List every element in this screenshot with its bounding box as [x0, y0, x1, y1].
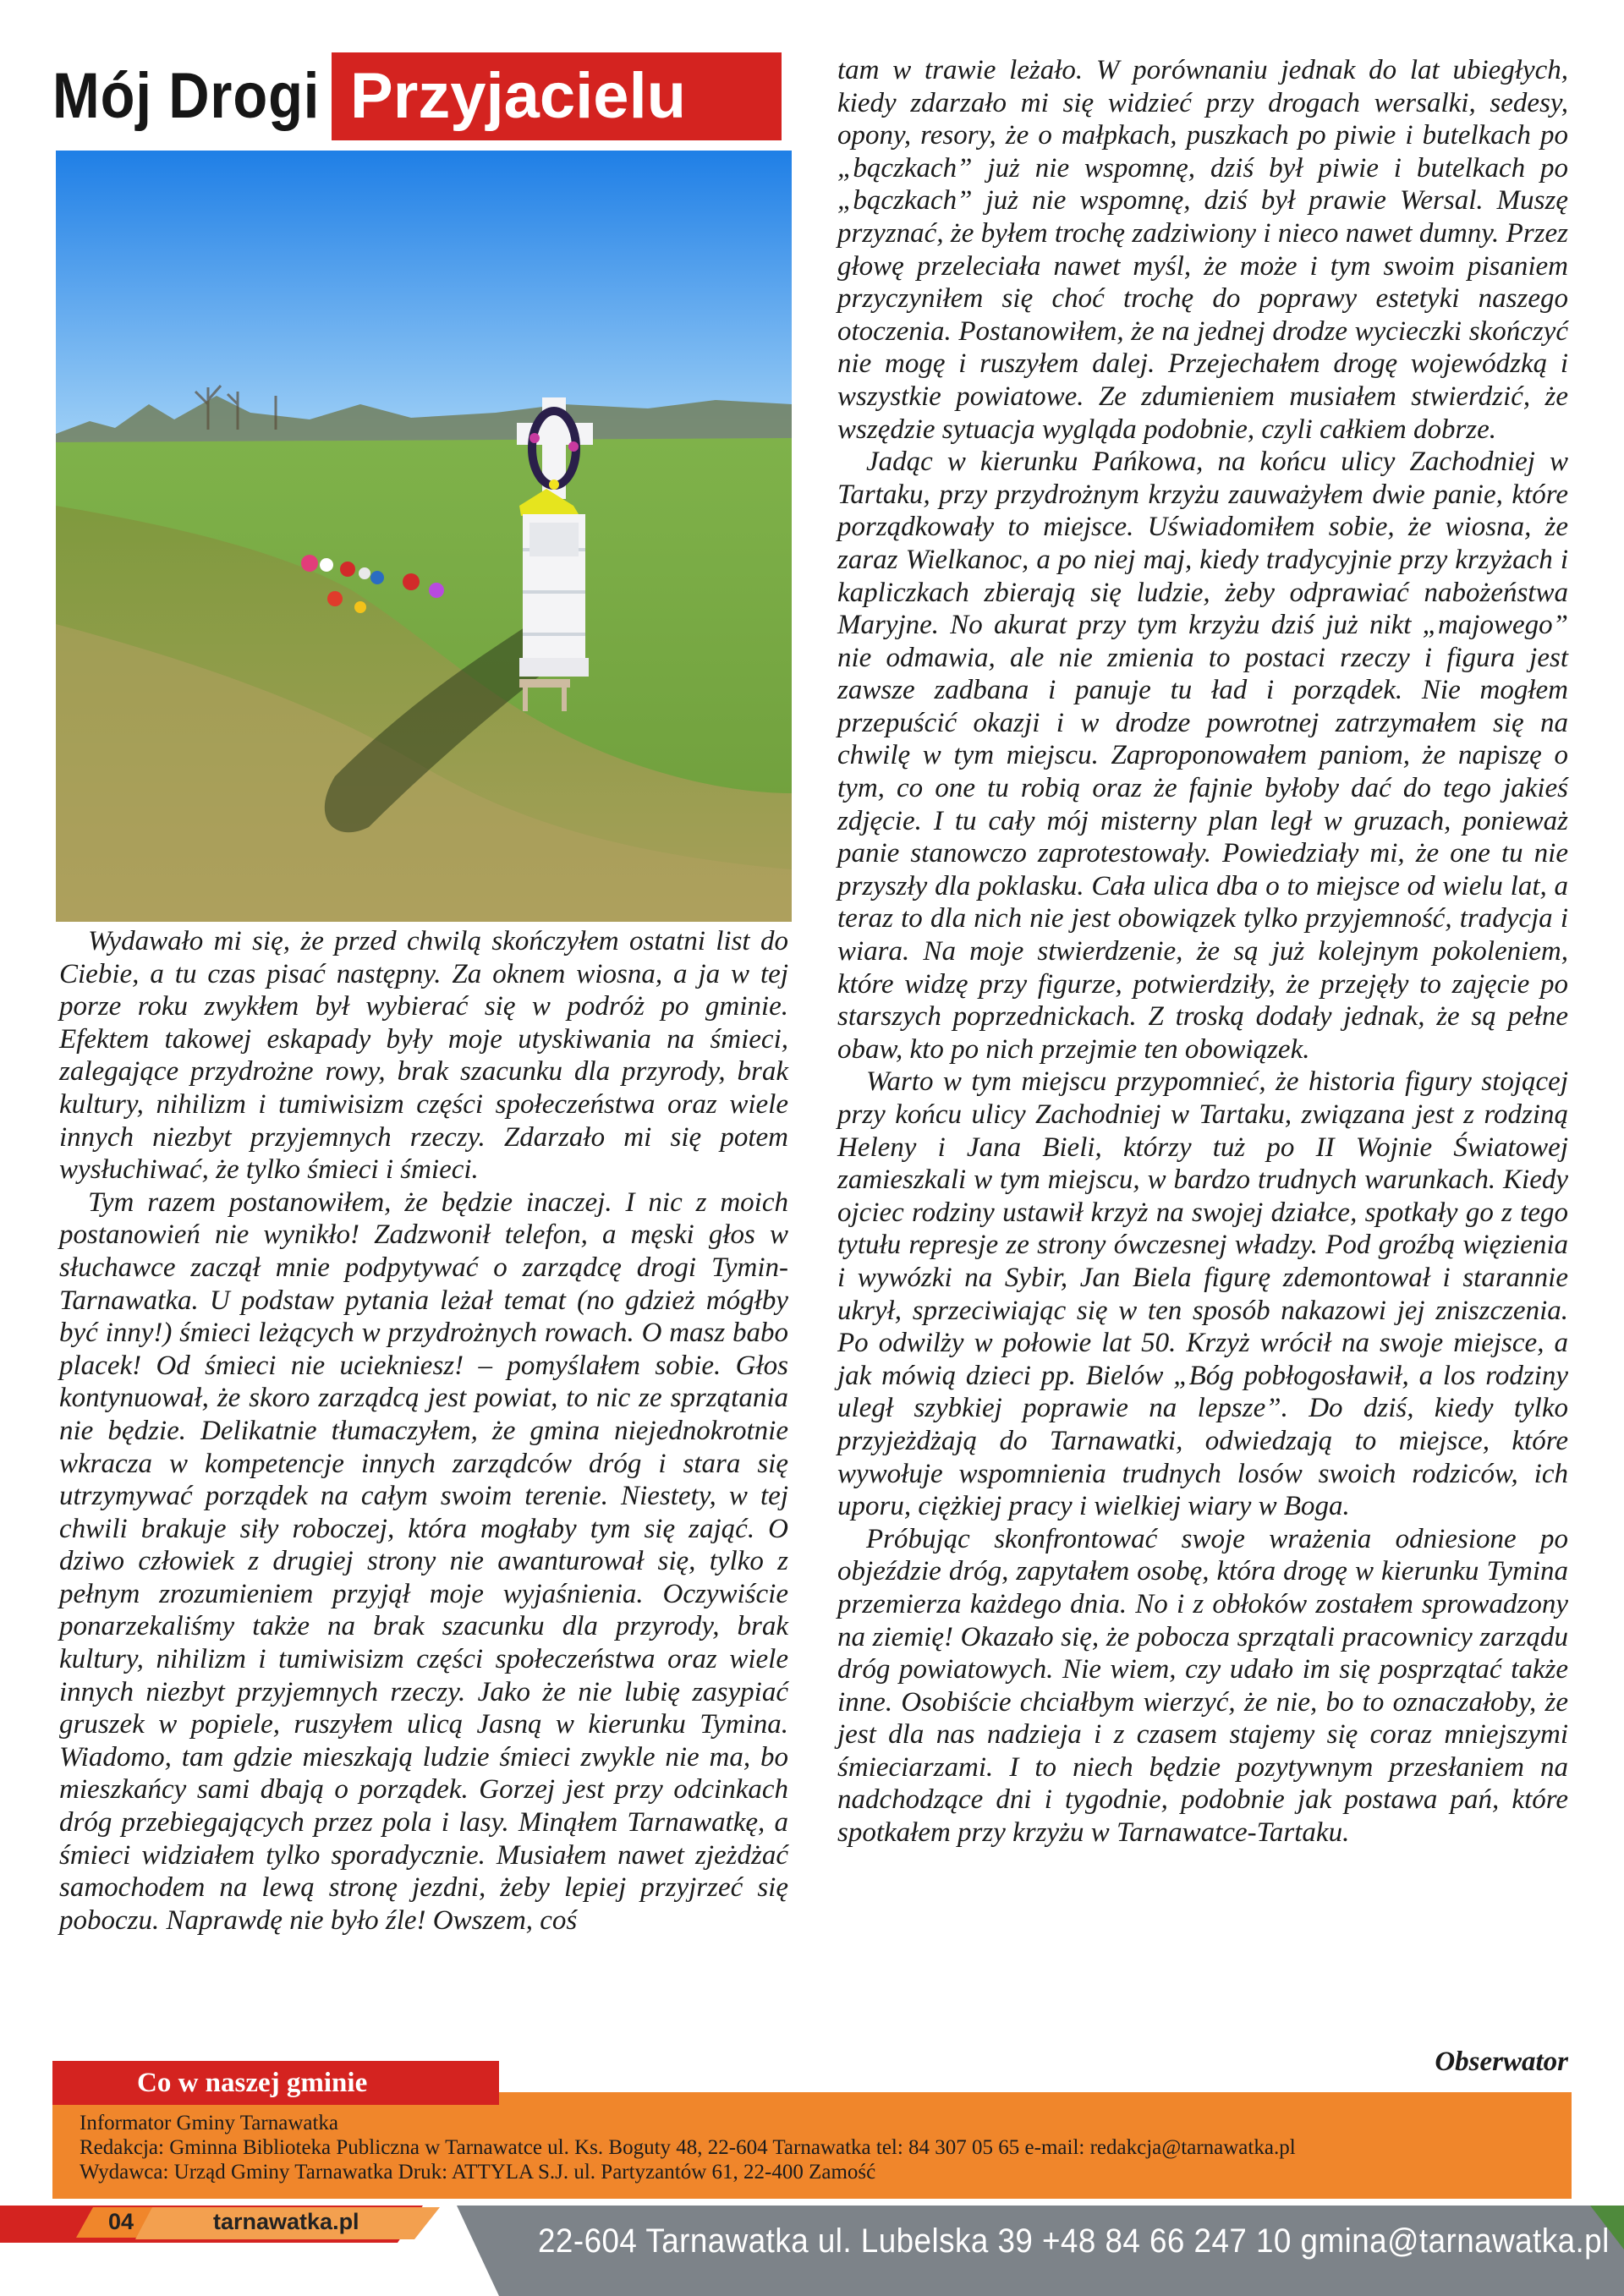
info-line-editorial: Redakcja: Gminna Biblioteka Publiczna w Tarnawatce ul. Ks. Boguty 48, 22-604 Tarnawatka tel: 84 307 05 65 e-mail: redakcja@tarnawatka.pl	[80, 2136, 1296, 2159]
publisher-info-box	[52, 2092, 1572, 2204]
paragraph: Próbując skonfrontować swoje wrażenia odniesione po objeździe dróg, zapytałem osobę, która drogę w kierunku Tymina przemierza każdego dnia. No i z obłoków zostałem sprowadzony na ziemię! Okazało się, że pobocza sprzątali pracownicy zarządu dróg powiatowych. Nie wiem, czy udało im się posprzątać także inne. Osobiście chciałbym wierzyć, że nie, bo to oznaczałoby, że jest dla nas nadzieja i z czasem stajemy się coraz mniejszymi śmieciarzami. I to niech będzie pozytywnym przesłaniem na nadchodzące dni i tygodnie, podobnie jak postawa pań, które spotkałem przy krzyżu w Tarnawatce-Tartaku.	[837, 1523, 1568, 1849]
footer-contact: 22-604 Tarnawatka ul. Lubelska 39 +48 84 66 247 10 gmina@tarnawatka.pl	[538, 2222, 1610, 2260]
paragraph: Wydawało mi się, że przed chwilą skończyłem ostatni list do Ciebie, a tu czas pisać następny. Za oknem wiosna, a ja w tej porze roku zwykłem był wybierać się w podróż po gminie. Efektem takowej eskapady były moje utyskiwania na śmieci, zalegające przydrożne rowy, brak szacunku dla przyrody, brak kultury, nihilizm i tumiwisizm części społeczeństwa oraz wiele innych niezbyt przyjemnych rzeczy. Zdarzało mi się potem wysłuchiwać, że tylko śmieci i śmieci.	[59, 926, 788, 1186]
paragraph: Warto w tym miejscu przypomnieć, że historia figury stojącej przy końcu ulicy Zachodniej w Tartaku, związana jest z rodziną Heleny i Jana Bieli, którzy tuż po II Wojnie Światowej zamieszkali w tym miejscu, w bardzo trudnych warunkach. Kiedy ojciec rodziny ustawił krzyż na swojej działce, spotkały go z tego tytułu represje ze strony ówczesnej władzy. Pod groźbą więzienia i wywózki na Sybir, Jan Biela figurę zdemontował i starannie ukrył, sprzeciwiając się w ten sposób nakazowi jej zniszczenia. Po odwilży w połowie lat 50. Krzyż wrócił na swoje miejsce, a jak mówią dzieci pp. Bielów „Bóg pobłogosławił, a los rodziny uległ szybkiej poprawie na lepsze”. Do dziś, kiedy tylko przyjeżdżają do Tarnawatki, odwiedzają to miejsce, które wywołuje wspomnienia trudnych losów swoich rodziców, ich uporu, ciężkiej pracy i wielkiej wiary w Boga.	[837, 1066, 1568, 1522]
article-title	[52, 52, 782, 140]
title-part-2: Przyjacielu	[332, 52, 782, 140]
article-text-left-column	[59, 925, 788, 1937]
paragraph: tam w trawie leżało. W porównaniu jednak do lat ubiegłych, kiedy zdarzało mi się widzieć przy drogach wersalki, sedesy, opony, resory, że o małpkach, puszkach po piwie i butelkach po „bączkach” już nie wspomnę, dziś był piwie i butelkach po „bączkach” już nie wspomnę, dziś był prawie Wersal. Muszę przyznać, że byłem trochę zadziwiony i nieco nawet dumny. Przez głowę przeleciała nawet myśl, że może i tym swoim pisaniem przyczyniłem się choć trochę do poprawy estetyki naszego otoczenia. Postanowiłem, że na jednej drodze wycieczki skończyć nie mogę i ruszyłem dalej. Przejechałem drogę wojewódzką i wszystkie powiatowe. Ze zdumieniem musiałem stwierdzić, że wszędzie sytuacja wygląda podobnie, czyli całkiem dobrze.	[837, 55, 1568, 445]
section-label: Co w naszej gminie	[52, 2061, 499, 2105]
paragraph: Tym razem postanowiłem, że będzie inaczej. I nic z moich postanowień nie wynikło! Zadzwonił telefon, a męski głos w słuchawce zaczął mnie podpytywać o zarządcę drogi Tymin-Tarnawatka. U podstaw pytania leżał temat (no gdzież mógłby być inny!) śmieci leżących w przydrożnych rowach. O masz babo placek! Od śmieci nie uciekniesz! – pomyślałem sobie. Głos kontynuował, że skoro zarządcą jest powiat, to nic ze sprzątania nie będzie. Delikatnie tłumaczyłem, że gmina niejednokrotnie wkracza w kompetencje innych zarządców dróg i stara się utrzymywać porządek na całym swoim terenie. Niestety, w tej chwili brakuje siły roboczej, która mogłaby tym się zająć. O dziwo człowiek z drugiej strony nie awanturował się, tylko z pełnym zrozumieniem przyjął moje wyjaśnienia. Oczywiście ponarzekaliśmy także na brak szacunku dla przyrody, brak kultury, nihilizm i tumiwisizm części społeczeństwa oraz wiele innych niezbyt przyjemnych rzeczy. Jako że nie lubię zasypiać gruszek w popiele, ruszyłem ulicą Jasną w kierunku Tymina. Wiadomo, tam gdzie mieszkają ludzie śmieci zwykle nie ma, bo mieszkańcy sami dbają o porządek. Gorzej jest przy odcinkach dróg przebiegających przez pola i lasy. Minąłem Tarnawatkę, a śmieci widziałem tylko sporadycznie. Musiałem nawet zjeżdżać samochodem na lewą stronę jezdni, żeby lepiej przyjrzeć się poboczu. Naprawdę nie było źle! Owszem, coś	[59, 1186, 788, 1936]
paragraph: Jadąc w kierunku Pańkowa, na końcu ulicy Zachodniej w Tartaku, przy przydrożnym krzyżu zauważyłem dwie panie, które porządkowały to miejsce. Uświadomiłem sobie, że wiosna, że zaraz Wielkanoc, a po niej maj, kiedy tradycyjnie przy krzyżach i kapliczkach zbierają się ludzie, żeby odprawiać nabożeństwa Maryjne. No akurat przy tym krzyżu dziś już nikt „majowego” nie odmawia, ale nie zmienia to postaci rzeczy i figura jest zawsze zadbana i panuje tu ład i porządek. Nie mogłem przepuścić okazji i w drodze powrotnej zatrzymałem się na chwilę w tym miejscu. Zaproponowałem paniom, że napiszę o tym, co one tu robią oraz że fajnie byłoby dać do tego jakieś zdjęcie. I tu cały mój misterny plan legł w gruzach, ponieważ panie stanowczo zaprotestowały. Powiedziały mi, że one tu nie przyszły dla poklasku. Cała ulica dba o to miejsce od wielu lat, a teraz to dla nich nie jest obowiązek tylko przyjemność, tradycja i wiara. Na moje stwierdzenie, że są już kolejnym pokoleniem, które widzę przy figurze, potwierdziły, że przejęły to zajęcie po starszych poprzednickach. Z troską dodały jednak, że są pełne obaw, kto po nich przejmie ten obowiązek.	[837, 447, 1568, 1065]
article-text-right-column	[837, 54, 1568, 1849]
author-signature: Obserwator	[1435, 2047, 1568, 2077]
info-line-publisher: Wydawca: Urząd Gminy Tarnawatka Druk: ATTYLA S.J. ul. Partyzantów 61, 22-400 Zamość	[80, 2161, 876, 2184]
roadside-cross-photo	[56, 151, 792, 922]
info-line-title: Informator Gminy Tarnawatka	[80, 2112, 339, 2134]
title-part-1: Mój Drogi	[52, 60, 321, 132]
page-number: 04	[108, 2209, 134, 2234]
website-label: tarnawatka.pl	[213, 2209, 359, 2234]
